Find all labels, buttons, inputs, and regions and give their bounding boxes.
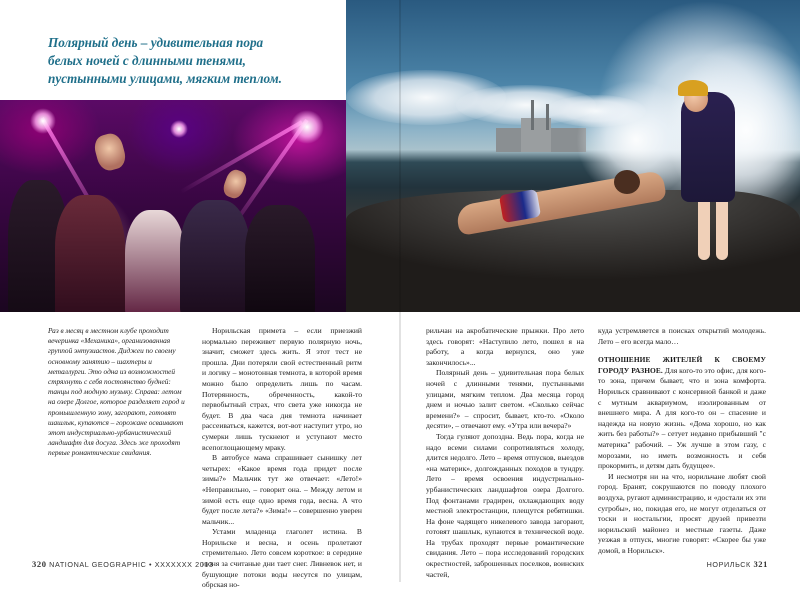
spread-gutter — [399, 0, 401, 582]
text-column-3 — [598, 326, 766, 556]
publication-name: NATIONAL GEOGRAPHIC • XXXXXXX 2013 — [49, 560, 214, 569]
text-column-2 — [426, 326, 584, 580]
paragraph: рильчан на акробатические прыжки. Про лето здесь говорят: «Наступило лето, пошел я на работу, а когда вернулся, оно уже закончилось»... — [426, 326, 584, 367]
paragraph — [598, 355, 766, 472]
stage-light — [170, 120, 188, 138]
stage-light — [290, 110, 324, 144]
dancer-figure — [180, 200, 250, 312]
nightclub-photo — [0, 100, 346, 312]
raised-hand — [92, 131, 128, 173]
paragraph: И несмотря ни на что, норильчане любят свой город. Бранят, сокрушаются по поводу плохого воздуха, ругают администрацию, и «достали их эти сугробы», но, покидая его, не могут отделаться от тоски и ностальгии, просят друзей привезти норильский майонез и местные газеты. Даже уезжая в отпуск, многие говорят: «Скорее бы уже домой, в Норильск». — [598, 471, 766, 555]
factory-chimney — [531, 100, 534, 130]
dancer-figure — [245, 205, 315, 312]
lake-shore-photo — [346, 0, 800, 312]
photo-caption: Раз в месяц в местном клубе проходит вечеринка «Механика», организованная группой энтузиастов. Диджеи по своему основному занятию – шахтеры и металлурги. Это одна из возможностей стряхнуть с себя постоянство будней: танцы под модную музыку. Справа: летом на озере Долгое, которое разделяет город и промышленную зону, загорают, готовят шашлык, купаются – горожане осваивают этот индустриально-урбанистический ландшафт для досуга. Здесь же проходят первые романтические свидания. — [48, 326, 185, 458]
paragraph: куда устремляется в поисках открытий молодежь. Лето – его всегда мало… — [598, 326, 766, 346]
dancer-figure — [125, 210, 185, 312]
dancer-figure — [55, 195, 125, 312]
paragraph: Норильская примета – если приезжий нормально переживет первую полярную ночь, значит, сможет здесь жить. Я этот тест не прошла. Дни потеряли свой естественный ритм и логику – монотонная темнота, в которой время можно было определить лишь по часам. Потерянность, обреченность, какой-то первобытный страх, что света уже никогда не будет. В два часа дня темнота начинает рассеиваться, кажется, вот-вот наступит утро, но сумерки лишь тускнеют и уступают место всепоглощающему мраку. — [202, 326, 362, 452]
paragraph: Устами младенца глаголет истина. В Норильске и весна, и осень пролетают стремительно. Лето совсем короткое: в середине июня за считаные дни тает снег. Ливневок нет, и бушующие потоки воды несутся по улицам, обрская но- — [202, 527, 362, 590]
page-number: 321 — [753, 559, 768, 569]
section-subhead: ОТНОШЕНИЕ ЖИТЕЛЕЙ К СВОЕМУ ГОРОДУ РАЗНОЕ. — [598, 355, 766, 375]
factory-chimney — [546, 104, 549, 130]
paragraph: Тогда гуляют допоздна. Ведь пора, когда не надо всеми силами сопротивляться холоду, длится недолго. Лето – время отпусков, выездов «на материк», долгожданных походов в тундру. Лето – время освоения индустриально-урбанистических ландшафтов озера Долгого. Под фонтанами градирен, охлаждающих воду местной электростанции, плещутся ребятишки. На фоне чадящего никелевого завода загорают, готовят шашлык, купаются в технической воде. На трубах проходят первые романтические свидания. Лето – пора исследований городских окрестностей, заброшенных поселков, воинских частей, — [426, 431, 584, 579]
text-column-1 — [202, 326, 362, 591]
folio-right — [707, 559, 768, 569]
raised-hand — [221, 167, 249, 200]
section-name: НОРИЛЬСК — [706, 560, 751, 569]
woman-hair — [678, 80, 708, 96]
folio-left — [32, 559, 214, 569]
pull-quote: Полярный день – удивительная пора белых ночей с длинными тенями, пустынными улицами, мягким теплом. — [48, 35, 282, 86]
stage-light — [30, 108, 56, 134]
paragraph: В автобусе мама спрашивает сынишку лет четырех: «Какое время года придет после зимы?» Мальчик тут же отвечает: «Лето!» «Неправильно, – говорит она. – Между летом и зимой есть еще одно время года, весна. А что будет после лета?» «Зима!» – совершенно уверен мальчик... — [202, 453, 362, 526]
man-head — [614, 170, 640, 194]
paragraph: Полярный день – удивительная пора белых ночей с длинными тенями, пустынными улицами, мягким теплом. Два месяца город днем и ночью залит светом. «Сколько сейчас времени?» – спросит, бывает, кто-то. «Около десяти», – отвечают ему. «Утра или вечера?» — [426, 368, 584, 431]
page-number: 320 — [32, 559, 47, 569]
paragraph-text: Для кого-то это офис, для кого-то зона, причем бывает, что и зона комфорта. Норильск сравнивают с консервной банкой и даже с мутным аквариумом, изолированным от внешнего мира. А для кого-то он – спасение и надежда на новую жизнь. «Дома хорошо, но как жить без работы?» – сетует недавно прибывший "с материка" рабочий. – Уж лучше в этом газу, с морозами, но иметь возможность и себя прокормить, и детям дать будущее». — [598, 365, 766, 471]
